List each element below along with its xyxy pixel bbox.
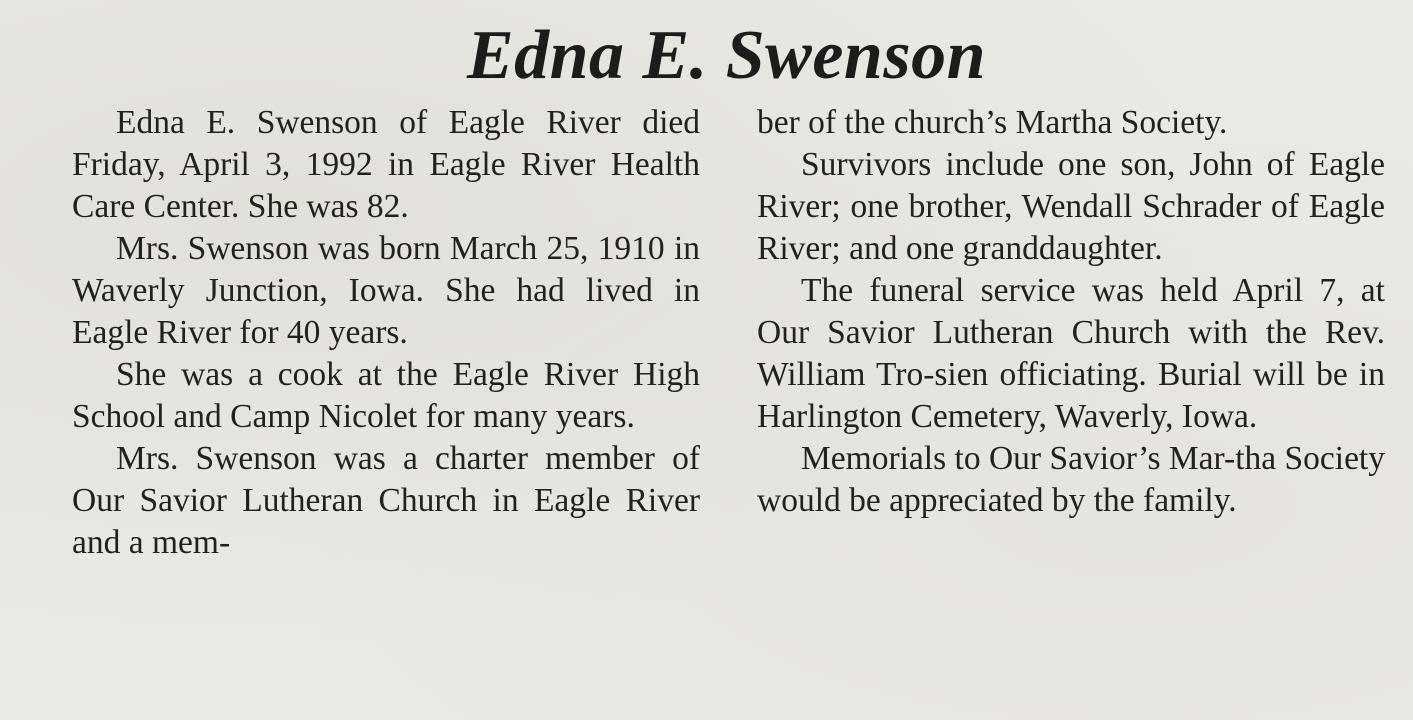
paragraph-funeral-service: The funeral service was held April 7, at Our Savior Lutheran Church with the Rev. William Tro-sien officiating. Burial will be in Harlington Cemetery, Waverly, Iowa. — [757, 272, 1385, 435]
text-column-left — [72, 102, 700, 564]
paragraph-memorials: Memorials to Our Savior’s Mar-tha Society would be appreciated by the family. — [757, 440, 1385, 519]
paragraph-birth: Mrs. Swenson was born March 25, 1910 in Waverly Junction, Iowa. She had lived in Eagle River for 40 years. — [72, 230, 700, 351]
paragraph-survivors: Survivors include one son, John of Eagle River; one brother, Wendall Schrader of Eagle River; and one granddaughter. — [757, 146, 1385, 267]
obituary-headline: Edna E. Swenson — [466, 17, 987, 94]
paragraph-death-notice: Edna E. Swenson of Eagle River died Friday, April 3, 1992 in Eagle River Health Care Center. She was 82. — [72, 104, 700, 225]
paragraph-church-membership: Mrs. Swenson was a charter member of Our Savior Lutheran Church in Eagle River and a mem- — [72, 440, 700, 561]
paragraph-church-membership-continued: ber of the church’s Martha Society. — [757, 104, 1228, 141]
text-column-right — [757, 102, 1385, 522]
paragraph-occupation: She was a cook at the Eagle River High School and Camp Nicolet for many years. — [72, 356, 700, 435]
